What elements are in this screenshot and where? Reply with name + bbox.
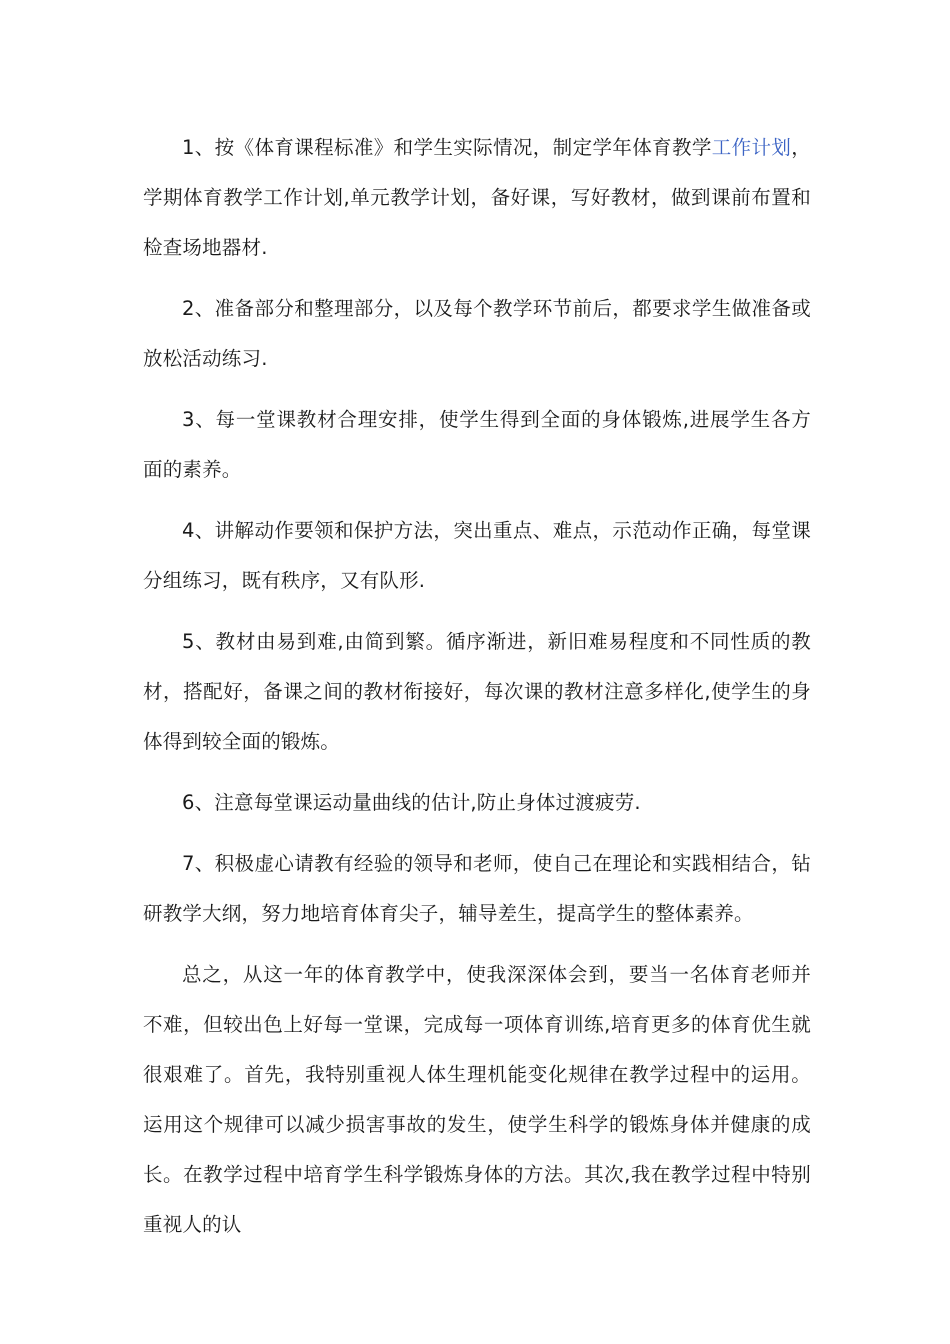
- work-plan-link[interactable]: 工作计划: [711, 136, 792, 159]
- paragraph-1-text-after: ，学期体育教学工作计划,单元教学计划，备好课，写好教材，做到课前布置和检查场地器材.: [143, 136, 811, 259]
- paragraph-3: 3、每一堂课教材合理安排，使学生得到全面的身体锻炼,进展学生各方面的素养。: [143, 408, 811, 481]
- summary-paragraph: 总之，从这一年的体育教学中，使我深深体会到，要当一名体育老师并不难，但较出色上好每一堂课，完成每一项体育训练,培育更多的体育优生就很艰难了。首先，我特别重视人体生理机能变化规律在教学过程中的运用。运用这个规律可以减少损害事故的发生，使学生科学的锻炼身体并健康的成长。在教学过程中培育学生科学锻炼身体的方法。其次,我在教学过程中特别重视人的认: [143, 963, 811, 1236]
- paragraph-2: 2、准备部分和整理部分，以及每个教学环节前后，都要求学生做准备或放松活动练习.: [143, 297, 811, 370]
- paragraph-6: 6、注意每堂课运动量曲线的估计,防止身体过渡疲劳.: [182, 791, 641, 814]
- paragraph-7: 7、积极虚心请教有经验的领导和老师，使自己在理论和实践相结合，钻研教学大纲，努力地培育体育尖子，辅导差生，提高学生的整体素养。: [143, 852, 811, 925]
- paragraph-4: 4、讲解动作要领和保护方法，突出重点、难点，示范动作正确，每堂课分组练习，既有秩序，又有队形.: [143, 519, 811, 592]
- paragraph-5: 5、教材由易到难,由简到繁。循序渐进，新旧难易程度和不同性质的教材，搭配好，备课之间的教材衔接好，每次课的教材注意多样化,使学生的身体得到较全面的锻炼。: [143, 630, 811, 753]
- paragraph-1: [143, 123, 811, 273]
- paragraph-1-text-before: 1、按《体育课程标准》和学生实际情况，制定学年体育教学: [182, 136, 712, 159]
- document-body: [143, 123, 811, 1261]
